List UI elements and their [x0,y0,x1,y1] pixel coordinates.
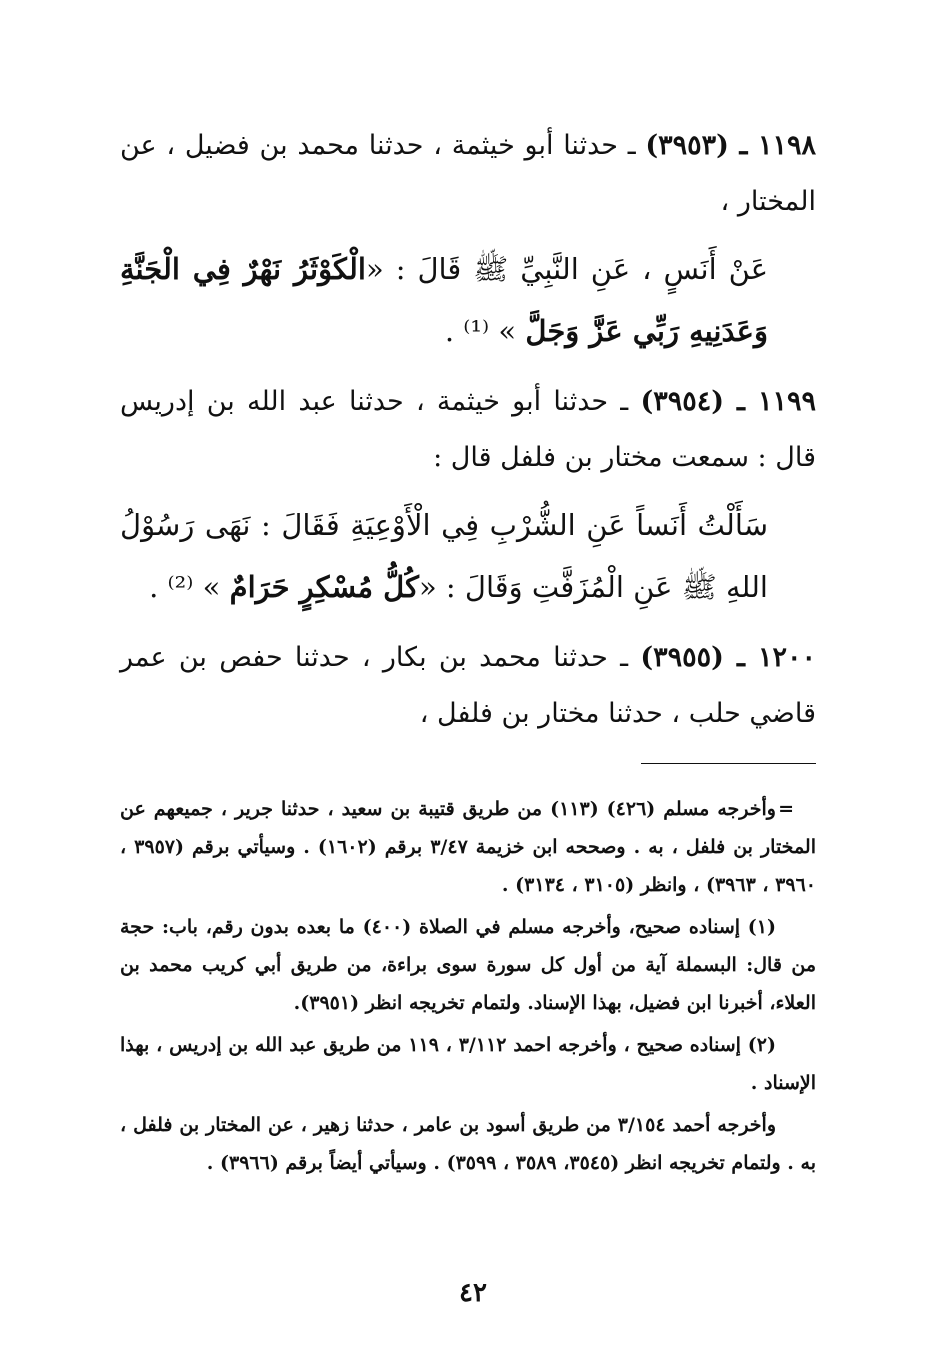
footnote-2-continued [120,1106,816,1182]
isnad-text: ـ حدثنا أبو خيثمة ، حدثنا عبد الله بن إدريس قال : سمعت مختار بن فلفل قال : [120,386,816,473]
footnote-continuation [120,790,816,904]
isnad-text: ـ حدثنا أبو خيثمة ، حدثنا محمد بن فضيل ، عن المختار ، [120,130,816,217]
isnad-text: ـ حدثنا محمد بن بكار ، حدثنا حفص بن عمر قاضي حلب ، حدثنا مختار بن فلفل ، [120,642,816,729]
footnote-separator [641,763,816,764]
matn-quote: كُلُّ مُسْكِرٍ حَرَامٌ [229,570,419,604]
hadith-matn [120,238,816,362]
matn-intro: عَنْ أَنَسٍ ، عَنِ النَّبِيِّ ﷺ قَالَ : « [365,252,768,286]
hadith-isnad [120,630,816,742]
footnote-text: (١) إسناده صحيح، وأخرجه مسلم في الصلاة (٤٠٠) ما بعده بدون رقم، باب: حجة من قال: البسملة آية من أول كل سورة سوى براءة، من طريق أبي كريب محمد بن العلاء، أخبرنا ابن فضيل، بهذا الإسناد. ولتمام تخريجه انظر (٣٩٥١). [120,916,816,1014]
hadith-matn [120,494,816,618]
matn-end: » ⁽¹⁾ . [444,314,517,348]
footnote-text: (٢) إسناده صحيح ، وأخرجه احمد ٣/١١٢ ، ١١٩ من طريق عبد الله بن إدريس ، بهذا الإسناد . [120,1034,816,1094]
hadith-number: ١١٩٨ ـ (٣٩٥٣) [645,130,816,161]
hadith-isnad [120,118,816,230]
footnote-2 [120,1026,816,1102]
matn-intro: سَأَلْتُ أَنَساً عَنِ الشُّرْبِ فِي الْأَوْعِيَةِ فَقَالَ : نَهَى رَسُوْلُ اللهِ ﷺ عَنِ الْمُزَفَّتِ وَقَالَ : « [120,508,768,604]
page-number: ٤٢ [459,1278,487,1308]
footnote-text: وأخرجه أحمد ٣/١٥٤ من طريق أسود بن عامر ، حدثنا زهير ، عن المختار بن فلفل ، به . ولتمام تخريجه انظر (٣٥٤٥، ٣٥٨٩ ، ٣٥٩٩) . وسيأتي أيضاً برقم (٣٩٦٦) . [120,1114,816,1174]
continuation-mark: = [778,798,794,820]
hadith-number: ١١٩٩ ـ (٣٩٥٤) [640,386,816,417]
footnotes [120,790,816,1186]
footnote-1 [120,908,816,1022]
matn-end: » ⁽²⁾ . [149,570,221,604]
footnote-text: وأخرجه مسلم (٤٢٦) (١١٣) من طريق قتيبة بن سعيد ، حدثنا جرير ، جميعهم عن المختار بن فلفل ، به . وصححه ابن خزيمة ٣/٤٧ برقم (١٦٠٢) . وسيأتي برقم (٣٩٥٧ ، ٣٩٦٠ ، ٣٩٦٣) ، وانظر (٣١٠٥ ، ٣١٣٤) . [120,798,817,896]
matn-quote: الْكَوْثَرُ نَهْرٌ فِي الْجَنَّةِ وَعَدَنِيهِ رَبِّي عَزَّ وَجَلَّ [120,252,768,348]
hadith-number: ١٢٠٠ ـ (٣٩٥٥) [640,642,816,673]
hadith-isnad [120,374,816,486]
main-text [120,118,816,742]
